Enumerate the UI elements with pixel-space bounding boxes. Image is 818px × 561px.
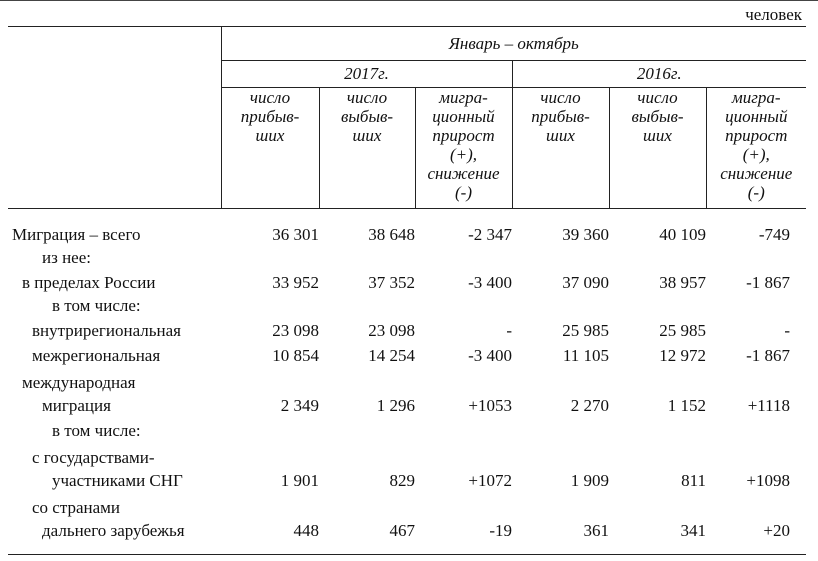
col-header-line: мигра- [439,88,488,107]
cell-growth-2017 [415,417,512,442]
header-row-period [8,27,806,61]
cell-arrived-2017: 33 952 [272,273,319,292]
cell-arrived-2016 [512,417,609,442]
cell-departed-2016: 12 972 [659,346,706,365]
row-label [8,417,221,442]
cell-arrived-2016: 2 270 [570,396,609,415]
cell-arrived-2017 [221,294,319,317]
cell-departed-2017: 14 254 [368,346,415,365]
table-row [8,221,806,246]
table-row [8,342,806,367]
cell-departed-2017: 467 [389,521,415,540]
cell-arrived-2017: 10 854 [272,346,319,365]
cell-arrived-2016: 25 985 [562,321,609,340]
col-header-line: (+), [742,145,770,164]
col-header-arrived-2016 [512,88,609,209]
year-header-2017: 2017г. [221,61,512,88]
table-row [8,294,806,317]
cell-growth-2017: -19 [489,521,512,540]
col-header-line: число [540,88,581,107]
row-label-line: международная [22,373,136,392]
row-label-line: внутрирегиональная [32,321,181,340]
cell-growth-2016: -1 867 [746,273,791,292]
col-header-line: ционный [432,107,495,126]
cell-arrived-2016: 361 [583,521,609,540]
cell-growth-2016 [706,246,806,269]
row-label-line: в том числе: [52,421,141,440]
cell-growth-2016: +1118 [747,396,791,415]
row-label [8,367,221,417]
cell-departed-2017 [319,294,415,317]
cell-departed-2017: 38 648 [368,225,415,244]
col-header-line: ших [352,126,382,145]
cell-growth-2016: -1 867 [746,346,791,365]
cell-growth-2016: -749 [758,225,791,244]
table-row [8,492,806,542]
cell-departed-2016: 341 [680,521,706,540]
cell-departed-2017: 829 [389,471,415,490]
row-label-line: участниками СНГ [52,471,183,490]
spacer-row [8,209,806,222]
cell-arrived-2017: 448 [293,521,319,540]
row-label [8,442,221,492]
cell-arrived-2016: 11 105 [562,346,609,365]
year-header-2016: 2016г. [512,61,806,88]
period-header: Январь – октябрь [221,27,806,61]
col-header-line: (-) [455,183,472,202]
cell-growth-2017 [415,246,512,269]
cell-growth-2017: -2 347 [468,225,512,244]
cell-departed-2017 [319,417,415,442]
table-row [8,442,806,492]
cell-arrived-2017: 2 349 [280,396,319,415]
cell-departed-2017: 37 352 [368,273,415,292]
spacer-row [8,542,806,554]
col-header-line: число [346,88,388,107]
col-header-growth-2016 [706,88,806,209]
cell-departed-2016 [609,417,706,442]
cell-departed-2016 [609,246,706,269]
cell-arrived-2016 [512,246,609,269]
cell-departed-2016 [609,294,706,317]
cell-arrived-2016: 39 360 [562,225,609,244]
cell-departed-2016: 811 [681,471,706,490]
cell-growth-2017: -3 400 [468,273,512,292]
cell-arrived-2017 [221,417,319,442]
col-header-departed-2016 [609,88,706,209]
cell-departed-2017: 23 098 [368,321,415,340]
cell-growth-2017: - [506,321,512,340]
table-row [8,246,806,269]
col-header-line: число [249,88,291,107]
cell-arrived-2017: 1 901 [280,471,319,490]
top-rule [0,0,818,1]
col-header-line: (-) [747,183,765,202]
col-header-growth-2017 [415,88,512,209]
col-header-line: снижение [720,164,793,183]
row-label [8,221,221,246]
row-label [8,246,221,269]
cell-departed-2016: 38 957 [659,273,706,292]
row-label-line: Миграция – всего [12,225,141,244]
bottom-rule [8,554,806,555]
table-row [8,367,806,417]
col-header-line: выбыв- [341,107,393,126]
table-row [8,317,806,342]
col-header-line: снижение [427,164,500,183]
row-label-line: дальнего зарубежья [42,521,185,540]
cell-growth-2017: +1053 [468,396,512,415]
col-header-line: выбыв- [631,107,684,126]
row-label [8,294,221,317]
unit-label: человек [745,5,802,24]
col-header-line: прибыв- [531,107,590,126]
header-stub [8,27,221,209]
col-header-departed-2017 [319,88,415,209]
col-header-line: ших [643,126,672,145]
col-header-line: мигра- [731,88,781,107]
cell-arrived-2017: 36 301 [272,225,319,244]
row-label-line: в пределах России [22,273,156,292]
cell-growth-2016 [706,294,806,317]
row-label [8,269,221,294]
table-row [8,269,806,294]
row-label [8,317,221,342]
col-header-line: ших [546,126,575,145]
col-header-line: прибыв- [240,107,300,126]
cell-arrived-2016 [512,294,609,317]
row-label [8,342,221,367]
migration-table [8,26,806,555]
cell-arrived-2016: 37 090 [562,273,609,292]
cell-departed-2016: 1 152 [667,396,706,415]
row-label [8,492,221,542]
col-header-line: прирост [725,126,788,145]
cell-growth-2016: - [784,321,791,340]
row-label-line: с государствами- [32,448,155,467]
cell-departed-2017 [319,246,415,269]
col-header-line: прирост [432,126,495,145]
row-label-line: миграция [42,396,111,415]
cell-growth-2016 [706,417,806,442]
cell-departed-2017: 1 296 [376,396,415,415]
cell-growth-2016: +1098 [746,471,791,490]
col-header-line: ших [255,126,285,145]
col-header-line: (+), [449,145,478,164]
cell-arrived-2017: 23 098 [272,321,319,340]
cell-departed-2016: 40 109 [659,225,706,244]
cell-growth-2016: +20 [763,521,791,540]
row-label-line: в том числе: [52,296,141,315]
cell-arrived-2017 [221,246,319,269]
col-header-line: число [637,88,678,107]
row-label-line: межрегиональная [32,346,161,365]
col-header-line: ционный [725,107,788,126]
cell-growth-2017: +1072 [468,471,512,490]
cell-departed-2016: 25 985 [659,321,706,340]
cell-arrived-2016: 1 909 [570,471,609,490]
table-row [8,417,806,442]
cell-growth-2017 [415,294,512,317]
row-label-line: из нее: [42,248,91,267]
row-label-line: со странами [32,498,121,517]
cell-growth-2017: -3 400 [468,346,512,365]
col-header-arrived-2017 [221,88,319,209]
